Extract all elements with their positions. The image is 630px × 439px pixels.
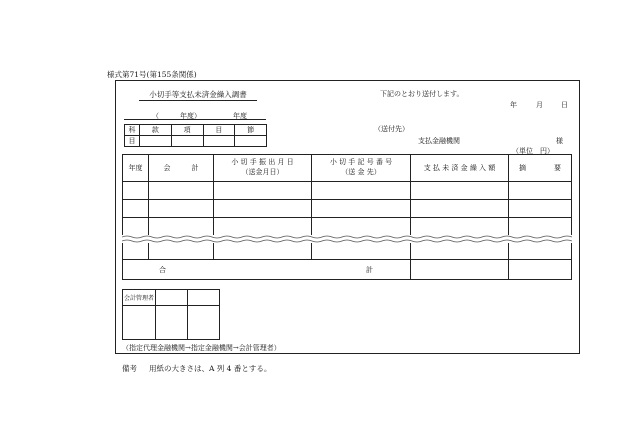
approval-stamp-2 [188,290,220,306]
recipient-org: 支払金融機関 [418,137,460,145]
account-header-setsu: 節 [235,125,267,136]
routing-text: （指定代理金融機関→指定金融機関→会計管理者） [122,344,281,352]
approval-stamp-1 [156,290,188,306]
fiscal-year-left: （ 年度） [152,112,201,120]
unit-label: （単位 円） [512,147,554,155]
account-row-label-top: 科 [125,125,140,136]
table-row [123,218,572,236]
account-table [124,124,267,147]
approval-seal-2 [156,306,188,340]
table-row [123,200,572,218]
form-title: 小切手等支払未済金繰入調書 [139,89,257,101]
approval-seal-1 [123,306,156,340]
form-id: 様式第71号(第155条関係) [107,70,197,79]
main-table [122,154,572,280]
recipient-suffix: 様 [556,137,563,145]
note-label: 備考 [122,364,137,373]
note-text: 用紙の大きさは、A 列 4 番とする。 [149,364,272,373]
date-month-label: 月 [536,101,543,109]
account-header-kou: 項 [171,125,203,136]
wave-break [122,235,572,243]
account-value-moku [203,136,235,147]
table-row [123,182,572,200]
header-check-date: 小 切 手 振 出 月 日 （送金月日） [214,155,312,182]
total-label-left: 合 [159,266,166,274]
total-label-right: 計 [366,266,373,274]
header-remarks: 摘 要 [509,155,572,182]
account-header-moku: 目 [203,125,235,136]
recipient-label: （送付先） [374,125,409,133]
header-check-number: 小 切 手 記 号 番 号 （送 金 先） [312,155,411,182]
account-value-kan [140,136,172,147]
fiscal-year-right: 年度 [233,112,247,120]
date-day-label: 日 [561,101,568,109]
send-notice: 下記のとおり送付します。 [380,90,464,98]
account-value-setsu [235,136,267,147]
account-row-label-bottom: 目 [125,136,140,147]
date-year-label: 年 [510,101,517,109]
total-amount [411,260,509,280]
approval-label: 会計管理者 [123,290,156,306]
total-row [123,260,572,280]
header-amount: 支 払 未 済 金 繰 入 額 [411,155,509,182]
account-value-kou [171,136,203,147]
account-header-kan: 款 [140,125,172,136]
fiscal-year-underline [124,119,266,120]
header-account: 会 計 [149,155,214,182]
approval-seal-3 [188,306,220,340]
approval-table [122,289,220,340]
header-year: 年度 [123,155,149,182]
total-remarks [509,260,572,280]
